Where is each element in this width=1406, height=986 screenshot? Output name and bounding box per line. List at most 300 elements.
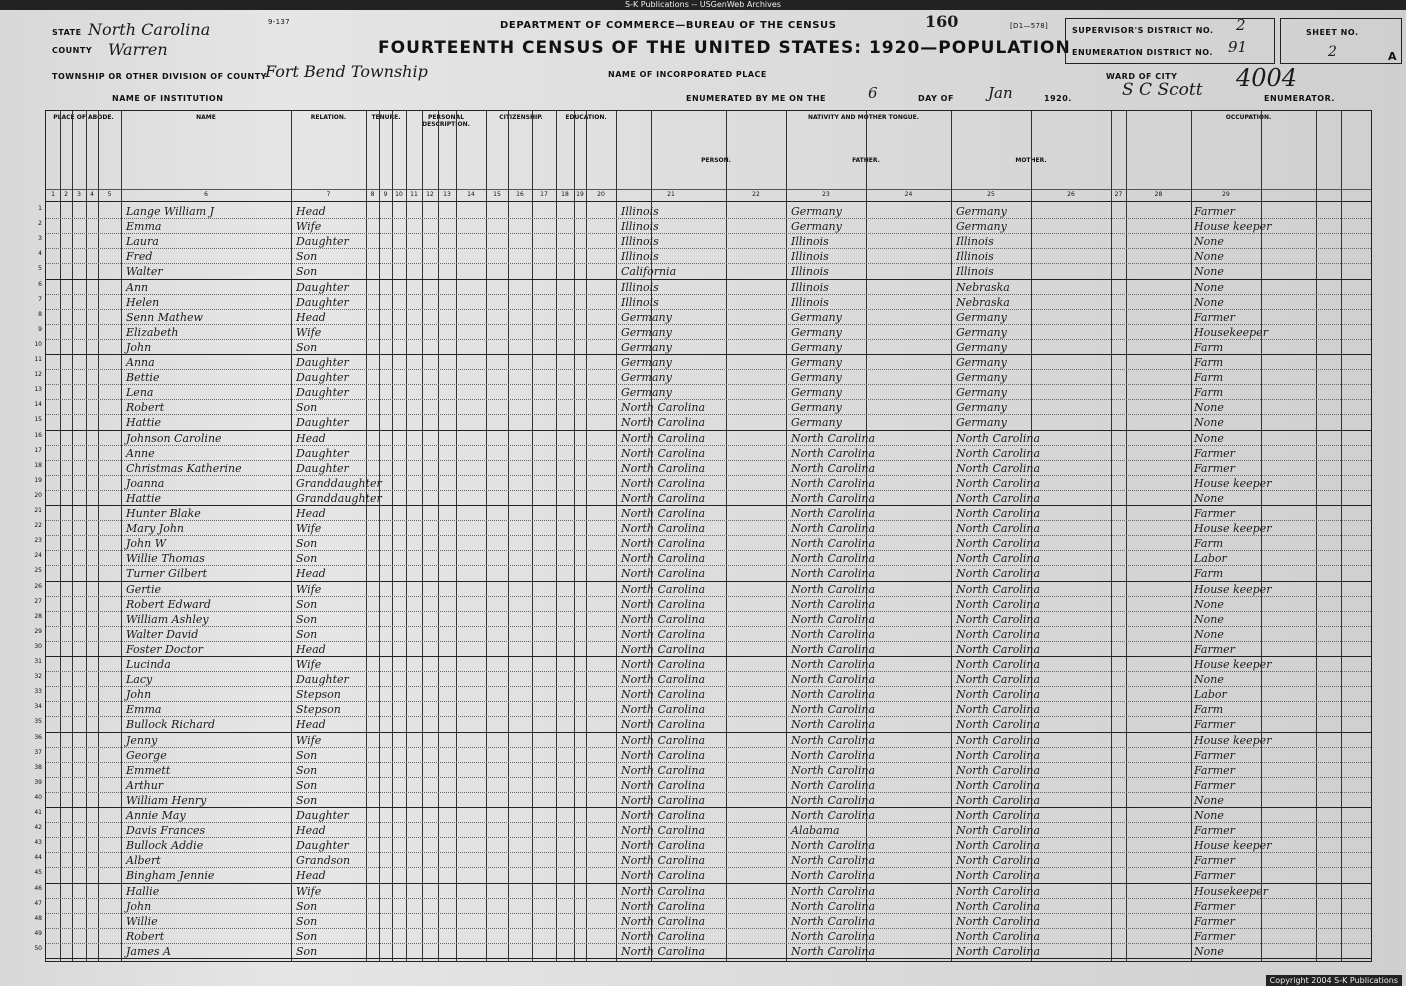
- father-birthplace: North Carolina: [791, 914, 876, 928]
- supervisor-label: SUPERVISOR'S DISTRICT NO.: [1072, 26, 1214, 35]
- supervisor-number: 2: [1236, 16, 1246, 34]
- person-occupation: Farmer: [1194, 824, 1235, 838]
- person-birthplace: North Carolina: [621, 899, 706, 913]
- father-birthplace: North Carolina: [791, 899, 876, 913]
- stamp-number: 160: [925, 12, 959, 31]
- person-name: John: [126, 688, 152, 702]
- person-birthplace: North Carolina: [621, 688, 706, 702]
- person-name: Lena: [126, 386, 154, 400]
- person-name: Fred: [126, 250, 153, 264]
- subhead-person: PERSON.: [701, 157, 731, 164]
- father-birthplace: North Carolina: [791, 718, 876, 732]
- person-birthplace: Germany: [621, 325, 672, 339]
- person-occupation: None: [1194, 431, 1224, 445]
- mother-birthplace: North Carolina: [956, 431, 1041, 445]
- column-number: 15: [493, 191, 501, 198]
- column-number: 6: [204, 191, 208, 198]
- person-name: Foster Doctor: [126, 642, 203, 656]
- township-value: Fort Bend Township: [265, 62, 428, 81]
- row-number: 23: [34, 537, 42, 545]
- mother-birthplace: North Carolina: [956, 612, 1041, 626]
- row-number: 27: [34, 597, 42, 605]
- person-occupation: Farmer: [1194, 929, 1235, 943]
- mother-birthplace: North Carolina: [956, 446, 1041, 460]
- person-occupation: Farm: [1194, 567, 1224, 581]
- person-occupation: Farm: [1194, 371, 1224, 385]
- row-number: 3: [38, 235, 42, 243]
- mother-birthplace: Germany: [956, 340, 1007, 354]
- father-birthplace: North Carolina: [791, 763, 876, 777]
- mother-birthplace: North Carolina: [956, 793, 1041, 807]
- person-relation: Son: [296, 748, 318, 762]
- person-birthplace: North Carolina: [621, 582, 706, 596]
- person-name: John W: [126, 537, 167, 551]
- person-name: Johnson Caroline: [126, 431, 222, 445]
- row-number: 20: [34, 491, 42, 499]
- mother-birthplace: North Carolina: [956, 658, 1041, 671]
- father-birthplace: North Carolina: [791, 627, 876, 641]
- person-relation: Son: [296, 778, 318, 792]
- father-birthplace: North Carolina: [791, 929, 876, 943]
- person-occupation: None: [1194, 416, 1224, 430]
- person-name: Hattie: [126, 491, 162, 505]
- father-birthplace: North Carolina: [791, 944, 876, 958]
- person-birthplace: North Carolina: [621, 763, 706, 777]
- person-name: Mary John: [126, 522, 184, 536]
- mother-birthplace: Germany: [956, 356, 1007, 369]
- column-number: 7: [326, 191, 331, 198]
- mother-birthplace: North Carolina: [956, 673, 1041, 687]
- row-number: 37: [34, 748, 42, 756]
- person-relation: Son: [296, 265, 318, 279]
- mother-birthplace: North Carolina: [956, 491, 1041, 505]
- mother-birthplace: North Carolina: [956, 718, 1041, 732]
- person-relation: Daughter: [296, 839, 349, 853]
- person-relation: Son: [296, 612, 318, 626]
- person-occupation: Farmer: [1194, 446, 1235, 460]
- person-relation: Daughter: [296, 809, 349, 822]
- mother-birthplace: North Carolina: [956, 854, 1041, 868]
- father-birthplace: Illinois: [791, 295, 829, 309]
- row-number: 8: [38, 310, 42, 318]
- sheet-side: A: [1388, 50, 1398, 63]
- row-number: 46: [34, 884, 42, 892]
- person-relation: Daughter: [296, 235, 349, 249]
- person-relation: Son: [296, 597, 318, 611]
- person-name: Bullock Addie: [126, 839, 204, 853]
- person-name: Anne: [126, 446, 155, 460]
- group-relation: RELATION.: [310, 114, 347, 121]
- person-birthplace: North Carolina: [621, 431, 706, 445]
- person-name: James A: [126, 944, 171, 958]
- person-name: Anna: [126, 356, 155, 369]
- person-occupation: Farmer: [1194, 642, 1235, 656]
- row-number: 24: [34, 552, 42, 560]
- row-number: 13: [34, 386, 42, 394]
- mother-birthplace: North Carolina: [956, 522, 1041, 536]
- row-number: 14: [34, 401, 42, 409]
- person-occupation: None: [1194, 793, 1224, 807]
- column-number: 18: [561, 191, 569, 198]
- person-name: Robert: [126, 401, 165, 415]
- row-number: 45: [34, 869, 42, 877]
- mother-birthplace: North Carolina: [956, 567, 1041, 581]
- person-name: Emmett: [126, 763, 171, 777]
- father-birthplace: North Carolina: [791, 461, 876, 475]
- row-number: 9: [38, 325, 42, 333]
- person-birthplace: Illinois: [621, 220, 659, 234]
- person-name: George: [126, 748, 167, 762]
- person-relation: Son: [296, 763, 318, 777]
- row-number: 5: [38, 265, 42, 273]
- person-birthplace: Germany: [621, 310, 672, 324]
- mother-birthplace: Illinois: [956, 235, 994, 249]
- father-birthplace: Illinois: [791, 280, 829, 294]
- father-birthplace: Germany: [791, 416, 842, 430]
- column-number: 12: [426, 191, 434, 198]
- person-occupation: None: [1194, 235, 1224, 249]
- row-number: 36: [34, 733, 42, 741]
- person-name: Bingham Jennie: [126, 869, 215, 883]
- person-birthplace: Illinois: [621, 205, 659, 218]
- father-birthplace: North Carolina: [791, 491, 876, 505]
- mother-birthplace: North Carolina: [956, 944, 1041, 958]
- person-birthplace: Illinois: [621, 295, 659, 309]
- column-number: 1: [51, 191, 55, 198]
- person-occupation: None: [1194, 295, 1224, 309]
- father-birthplace: North Carolina: [791, 748, 876, 762]
- row-number: 12: [34, 371, 42, 379]
- row-number: 33: [34, 688, 42, 696]
- person-relation: Daughter: [296, 386, 349, 400]
- column-number: 3: [77, 191, 81, 198]
- sheet-number: 2: [1328, 44, 1337, 60]
- mother-birthplace: North Carolina: [956, 929, 1041, 943]
- column-number: 17: [540, 191, 548, 198]
- person-name: Hallie: [126, 884, 160, 898]
- row-number: 19: [34, 476, 42, 484]
- person-birthplace: North Carolina: [621, 914, 706, 928]
- father-birthplace: North Carolina: [791, 431, 876, 445]
- person-occupation: Farmer: [1194, 899, 1235, 913]
- person-occupation: None: [1194, 627, 1224, 641]
- father-birthplace: North Carolina: [791, 884, 876, 898]
- state-label: STATE: [52, 28, 82, 37]
- column-number: 13: [443, 191, 451, 198]
- person-birthplace: North Carolina: [621, 476, 706, 490]
- person-relation: Daughter: [296, 371, 349, 385]
- person-birthplace: North Carolina: [621, 824, 706, 838]
- row-number: 34: [34, 703, 42, 711]
- person-relation: Wife: [296, 658, 322, 671]
- ed-number: 91: [1228, 38, 1248, 56]
- enumerator-name: S C Scott: [1122, 80, 1203, 100]
- person-name: Annie May: [126, 809, 186, 822]
- person-birthplace: North Carolina: [621, 552, 706, 566]
- person-birthplace: North Carolina: [621, 703, 706, 717]
- person-relation: Daughter: [296, 295, 349, 309]
- father-birthplace: Illinois: [791, 235, 829, 249]
- enumerated-label: ENUMERATED BY ME ON THE: [686, 94, 827, 103]
- township-label: TOWNSHIP OR OTHER DIVISION OF COUNTY: [52, 72, 267, 81]
- father-birthplace: Alabama: [791, 824, 840, 838]
- group-occupation: OCCUPATION.: [1225, 114, 1272, 121]
- row-number: 29: [34, 627, 42, 635]
- person-birthplace: North Carolina: [621, 809, 706, 822]
- row-number: 6: [38, 280, 42, 288]
- place-label: NAME OF INCORPORATED PLACE: [608, 70, 767, 79]
- person-name: Lucinda: [126, 658, 171, 671]
- person-occupation: Housekeeper: [1194, 884, 1268, 898]
- row-number: 17: [34, 446, 42, 454]
- father-birthplace: North Carolina: [791, 658, 876, 671]
- mother-birthplace: Illinois: [956, 250, 994, 264]
- group-place-of-abode: PLACE OF ABODE.: [53, 114, 114, 121]
- person-occupation: Farmer: [1194, 914, 1235, 928]
- person-relation: Wife: [296, 884, 322, 898]
- person-name: Helen: [126, 295, 160, 309]
- state-value: North Carolina: [88, 20, 211, 39]
- form-code: [D1—578]: [1010, 22, 1049, 30]
- mother-birthplace: North Carolina: [956, 914, 1041, 928]
- person-relation: Head: [296, 718, 326, 732]
- person-name: John: [126, 899, 152, 913]
- person-relation: Wife: [296, 733, 322, 747]
- column-number: 19: [576, 191, 584, 198]
- person-birthplace: North Carolina: [621, 446, 706, 460]
- father-birthplace: North Carolina: [791, 582, 876, 596]
- person-relation: Daughter: [296, 280, 349, 294]
- person-occupation: Farmer: [1194, 869, 1235, 883]
- person-occupation: Farmer: [1194, 854, 1235, 868]
- county-label: COUNTY: [52, 46, 93, 55]
- father-birthplace: North Carolina: [791, 567, 876, 581]
- person-occupation: Farm: [1194, 703, 1224, 717]
- group-nativity: NATIVITY AND MOTHER TONGUE.: [807, 114, 920, 121]
- row-number: 7: [38, 295, 42, 303]
- person-occupation: House keeper: [1194, 476, 1272, 490]
- group-citizenship: CITIZENSHIP.: [499, 114, 543, 121]
- column-number: 5: [107, 191, 112, 198]
- ed-label: ENUMERATION DISTRICT NO.: [1072, 48, 1213, 57]
- subhead-father: FATHER.: [852, 157, 880, 164]
- mother-birthplace: Germany: [956, 416, 1007, 430]
- person-relation: Son: [296, 250, 318, 264]
- row-number: 21: [34, 507, 42, 514]
- person-name: Christmas Katherine: [126, 461, 242, 475]
- father-birthplace: North Carolina: [791, 507, 876, 520]
- row-number: 2: [38, 220, 42, 228]
- enumerated-year: 1920.: [1044, 94, 1072, 103]
- person-occupation: House keeper: [1194, 658, 1272, 671]
- person-relation: Son: [296, 401, 318, 415]
- person-occupation: None: [1194, 265, 1224, 279]
- father-birthplace: Germany: [791, 371, 842, 385]
- father-birthplace: North Carolina: [791, 446, 876, 460]
- enumerator-label: ENUMERATOR.: [1264, 94, 1335, 103]
- enumerated-day: 6: [868, 84, 878, 102]
- person-birthplace: North Carolina: [621, 869, 706, 883]
- row-number: 10: [34, 340, 42, 348]
- row-number: 40: [34, 793, 42, 801]
- father-birthplace: North Carolina: [791, 552, 876, 566]
- mother-birthplace: North Carolina: [956, 733, 1041, 747]
- person-birthplace: North Carolina: [621, 461, 706, 475]
- person-occupation: None: [1194, 944, 1224, 958]
- column-number: 2: [64, 191, 68, 198]
- row-number: 26: [34, 582, 42, 590]
- person-relation: Head: [296, 567, 326, 581]
- person-birthplace: North Carolina: [621, 839, 706, 853]
- person-occupation: Farm: [1194, 356, 1224, 369]
- person-name: Bettie: [126, 371, 160, 385]
- person-name: Albert: [126, 854, 161, 868]
- person-birthplace: North Carolina: [621, 537, 706, 551]
- row-number: 49: [34, 929, 42, 937]
- row-number: 39: [34, 778, 42, 786]
- mother-birthplace: Germany: [956, 325, 1007, 339]
- person-occupation: Farmer: [1194, 718, 1235, 732]
- column-number: 20: [597, 191, 605, 198]
- mother-birthplace: North Carolina: [956, 476, 1041, 490]
- column-number: 9: [383, 191, 388, 198]
- person-birthplace: Illinois: [621, 280, 659, 294]
- group-tenure: TENURE.: [371, 114, 401, 121]
- column-number: 11: [410, 191, 418, 198]
- person-name: Jenny: [126, 733, 158, 747]
- person-occupation: Farmer: [1194, 461, 1235, 475]
- mother-birthplace: North Carolina: [956, 869, 1041, 883]
- person-relation: Son: [296, 537, 318, 551]
- person-name: Senn Mathew: [126, 310, 203, 324]
- person-occupation: Housekeeper: [1194, 325, 1268, 339]
- mother-birthplace: North Carolina: [956, 809, 1041, 822]
- column-number: 26: [1067, 191, 1075, 198]
- person-occupation: Farmer: [1194, 778, 1235, 792]
- row-number: 18: [34, 461, 42, 469]
- person-name: William Henry: [126, 793, 207, 807]
- person-occupation: House keeper: [1194, 582, 1272, 596]
- person-relation: Head: [296, 869, 326, 883]
- sheet-label: SHEET NO.: [1306, 28, 1359, 37]
- person-occupation: None: [1194, 280, 1224, 294]
- enumerated-month: Jan: [988, 84, 1013, 102]
- copyright-notice: Copyright 2004 S-K Publications: [1266, 975, 1402, 986]
- person-relation: Daughter: [296, 356, 349, 369]
- person-occupation: None: [1194, 597, 1224, 611]
- person-relation: Son: [296, 899, 318, 913]
- person-relation: Head: [296, 507, 326, 520]
- person-relation: Wife: [296, 522, 322, 536]
- father-birthplace: Germany: [791, 340, 842, 354]
- row-number: 22: [34, 522, 42, 530]
- person-relation: Daughter: [296, 416, 349, 430]
- mother-birthplace: North Carolina: [956, 627, 1041, 641]
- person-birthplace: North Carolina: [621, 778, 706, 792]
- person-birthplace: North Carolina: [621, 491, 706, 505]
- mother-birthplace: Germany: [956, 310, 1007, 324]
- person-occupation: Farm: [1194, 537, 1224, 551]
- person-occupation: House keeper: [1194, 220, 1272, 234]
- person-name: Emma: [126, 220, 162, 234]
- column-number: 4: [90, 191, 94, 198]
- person-name: Lange William J: [126, 205, 215, 218]
- row-number: 16: [34, 431, 42, 439]
- column-number: 28: [1154, 191, 1163, 198]
- person-birthplace: North Carolina: [621, 612, 706, 626]
- person-relation: Son: [296, 914, 318, 928]
- person-birthplace: North Carolina: [621, 642, 706, 656]
- department-title: DEPARTMENT OF COMMERCE—BUREAU OF THE CENSUS: [500, 20, 837, 31]
- row-number: 35: [34, 718, 42, 726]
- father-birthplace: North Carolina: [791, 522, 876, 536]
- sheet-box: [1280, 18, 1402, 64]
- mother-birthplace: Germany: [956, 386, 1007, 400]
- person-birthplace: North Carolina: [621, 944, 706, 958]
- father-birthplace: Germany: [791, 325, 842, 339]
- person-occupation: None: [1194, 401, 1224, 415]
- person-occupation: Labor: [1194, 552, 1227, 566]
- person-occupation: None: [1194, 250, 1224, 264]
- person-relation: Son: [296, 793, 318, 807]
- father-birthplace: North Carolina: [791, 703, 876, 717]
- person-relation: Daughter: [296, 461, 349, 475]
- row-number: 30: [34, 642, 42, 650]
- census-ledger: [34, 110, 1372, 962]
- column-number: 22: [752, 191, 760, 198]
- father-birthplace: North Carolina: [791, 809, 876, 822]
- person-occupation: Farmer: [1194, 507, 1235, 520]
- person-occupation: House keeper: [1194, 733, 1272, 747]
- person-name: Ann: [126, 280, 149, 294]
- mother-birthplace: North Carolina: [956, 778, 1041, 792]
- person-occupation: None: [1194, 809, 1224, 822]
- person-relation: Stepson: [296, 688, 341, 702]
- person-name: Walter: [126, 265, 163, 279]
- group-education: EDUCATION.: [565, 114, 607, 121]
- person-relation: Son: [296, 627, 318, 641]
- person-birthplace: North Carolina: [621, 733, 706, 747]
- person-birthplace: Germany: [621, 386, 672, 400]
- person-name: Robert Edward: [126, 597, 211, 611]
- person-name: Bullock Richard: [126, 718, 216, 732]
- father-birthplace: North Carolina: [791, 733, 876, 747]
- mother-birthplace: Germany: [956, 205, 1007, 218]
- father-birthplace: North Carolina: [791, 642, 876, 656]
- county-value: Warren: [108, 40, 168, 59]
- mother-birthplace: North Carolina: [956, 703, 1041, 717]
- group-name: NAME: [196, 114, 216, 121]
- day-of-label: DAY OF: [918, 94, 954, 103]
- person-name: Lacy: [126, 673, 153, 687]
- column-number: 24: [904, 191, 913, 198]
- person-relation: Head: [296, 205, 326, 218]
- person-name: Robert: [126, 929, 165, 943]
- father-birthplace: North Carolina: [791, 688, 876, 702]
- row-number: 47: [34, 899, 42, 907]
- person-birthplace: North Carolina: [621, 748, 706, 762]
- person-birthplace: North Carolina: [621, 929, 706, 943]
- mother-birthplace: North Carolina: [956, 552, 1041, 566]
- father-birthplace: Illinois: [791, 265, 829, 279]
- person-birthplace: North Carolina: [621, 522, 706, 536]
- person-occupation: None: [1194, 612, 1224, 626]
- person-occupation: Farm: [1194, 386, 1224, 400]
- person-relation: Son: [296, 552, 318, 566]
- row-number: 43: [34, 839, 42, 847]
- person-birthplace: North Carolina: [621, 627, 706, 641]
- father-birthplace: Germany: [791, 205, 842, 218]
